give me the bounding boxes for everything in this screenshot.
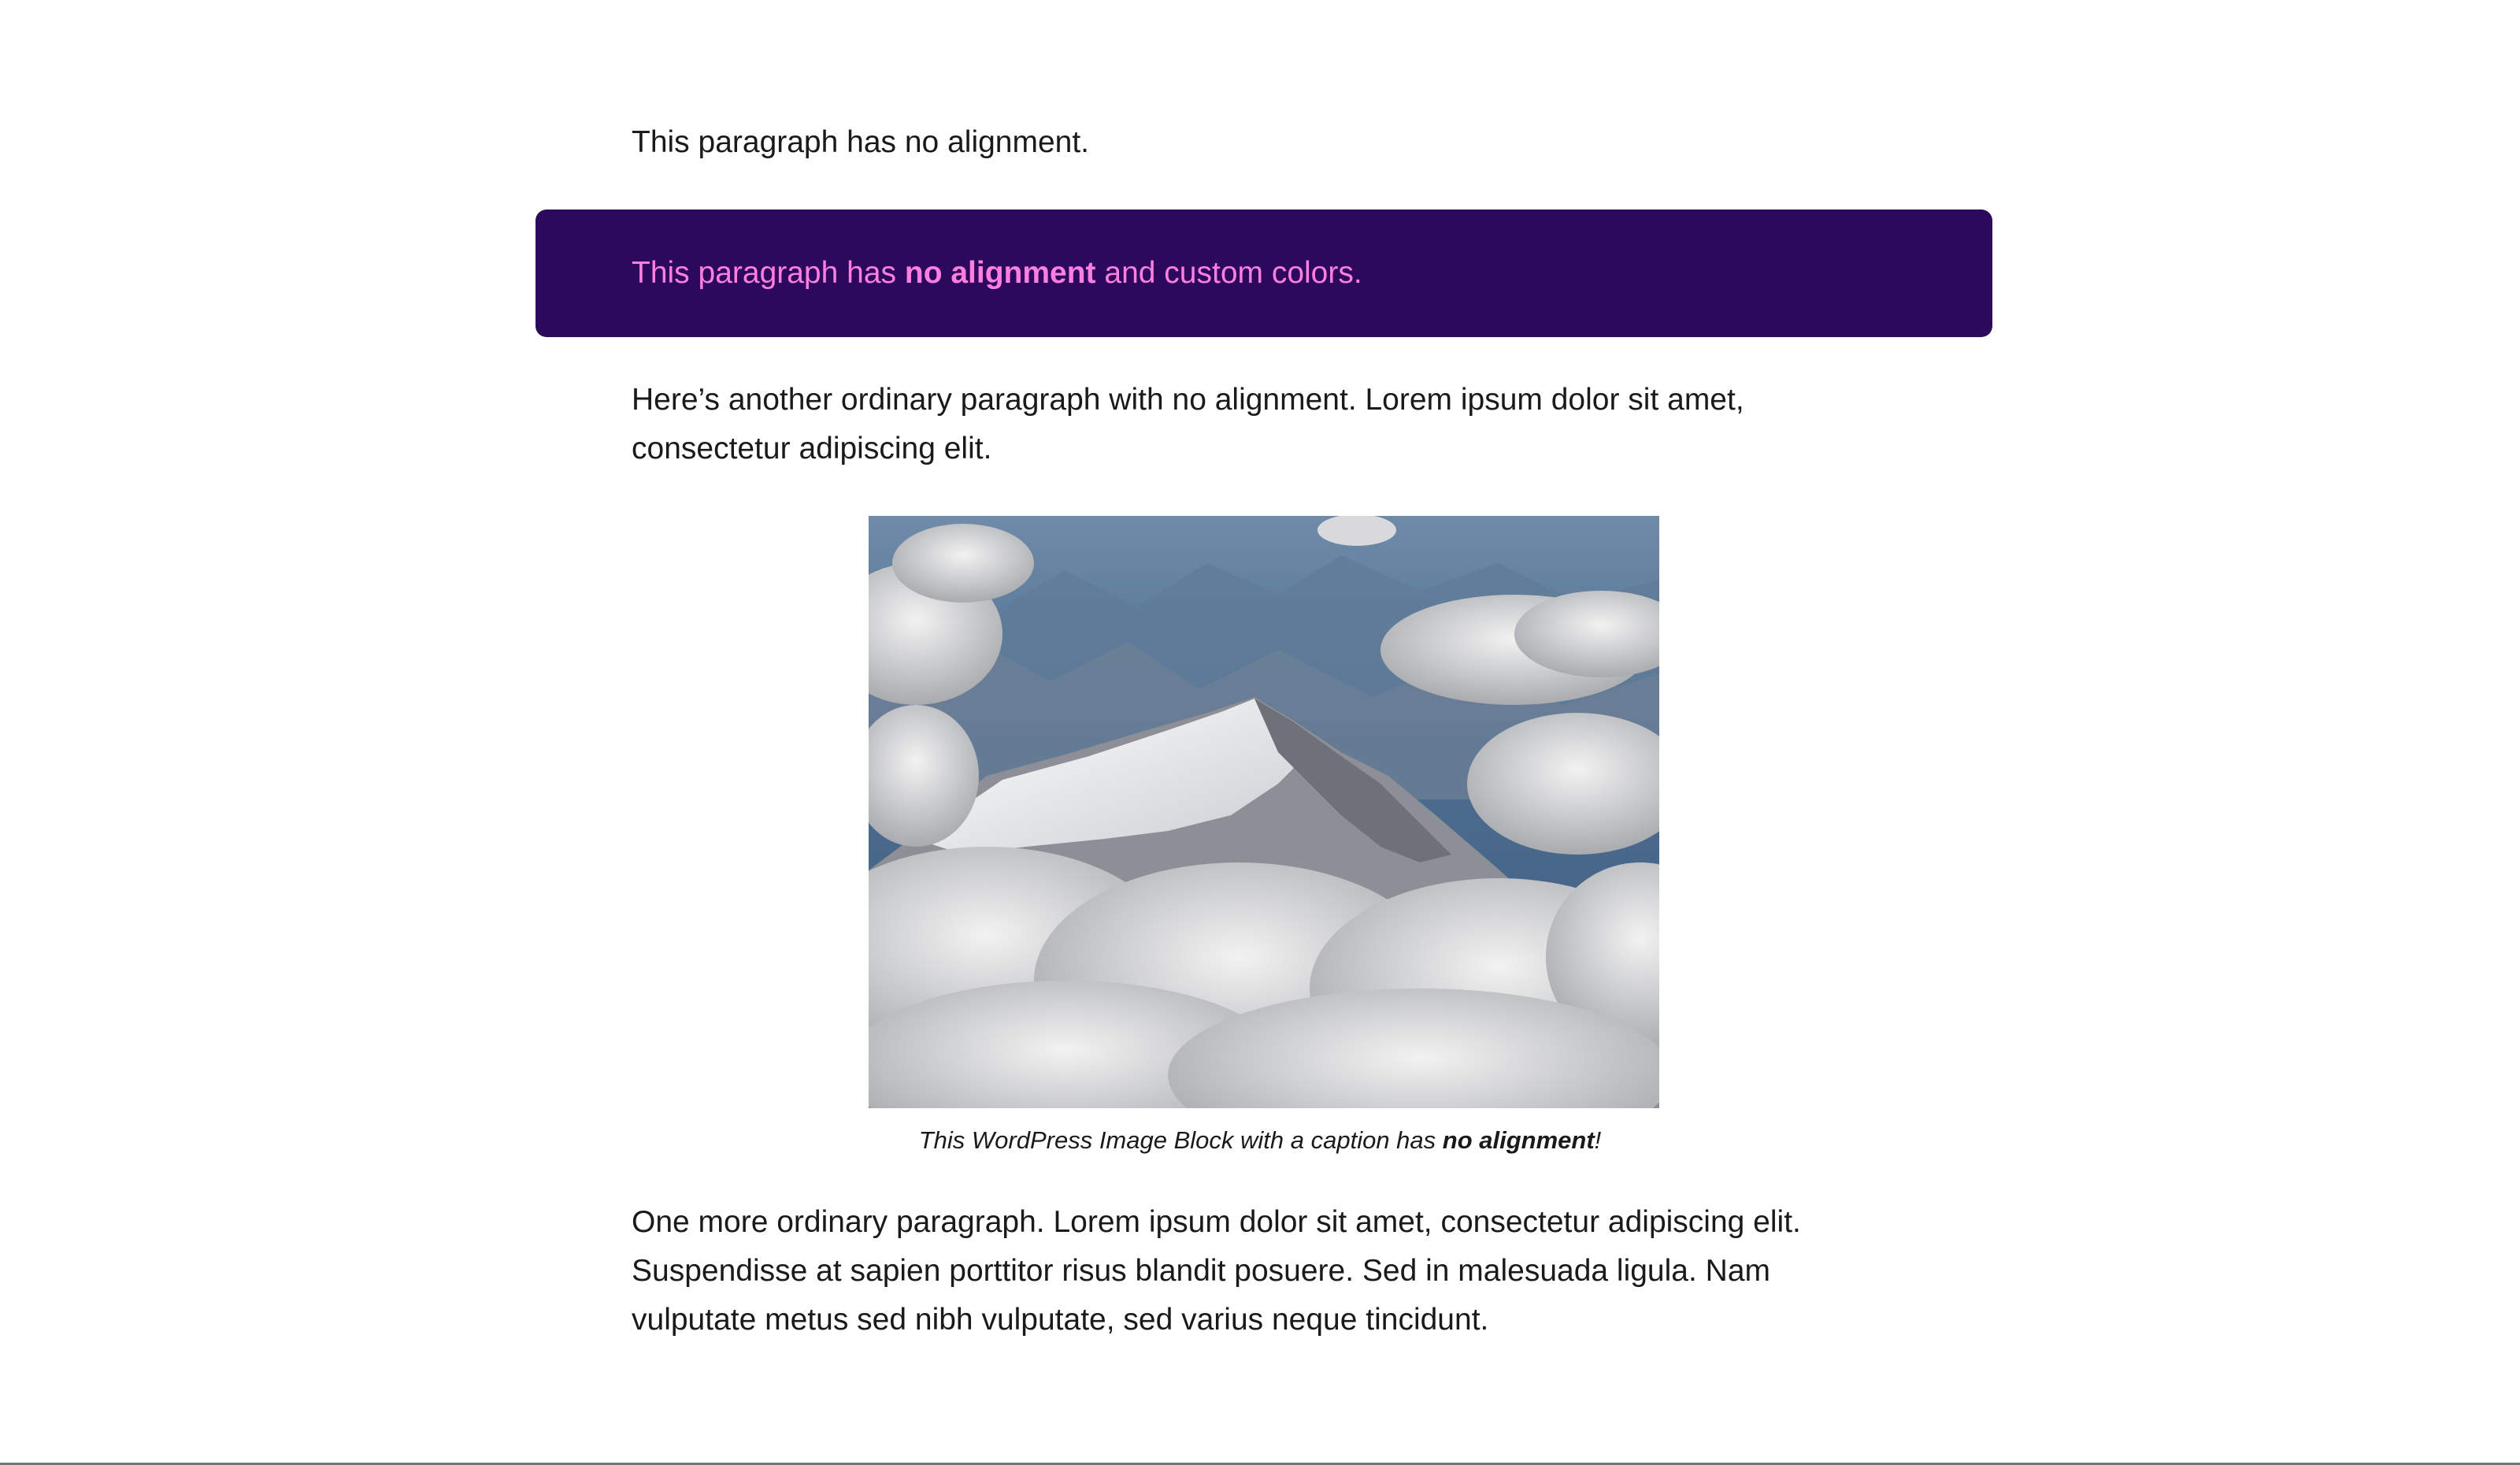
caption-text-after: ! xyxy=(1594,1126,1602,1154)
custom-color-text-after: and custom colors. xyxy=(1095,256,1362,290)
image-caption xyxy=(0,1117,2520,1164)
custom-color-text-bold: no alignment xyxy=(904,256,1096,290)
caption-text-before: This WordPress Image Block with a caption has xyxy=(918,1126,1443,1154)
custom-color-paragraph-block xyxy=(536,210,1992,337)
mountain-clouds-image xyxy=(869,516,1659,1108)
custom-color-paragraph xyxy=(632,249,1362,298)
paragraph-no-alignment: This paragraph has no alignment. xyxy=(632,125,1090,159)
custom-color-text-before: This paragraph has xyxy=(632,256,905,290)
paragraph-ordinary: Here’s another ordinary paragraph with no alignment. Lorem ipsum dolor sit amet, consectetur adipiscing elit. xyxy=(632,383,1744,465)
paragraph-final: One more ordinary paragraph. Lorem ipsum dolor sit amet, consectetur adipiscing elit. Suspendisse at sapien porttitor risus blandit posuere. Sed in malesuada ligula. Nam vulputate metus sed nibh vulputate, sed varius neque tincidunt. xyxy=(632,1205,1801,1337)
image-block xyxy=(869,516,1659,1108)
caption-text-bold: no alignment xyxy=(1442,1126,1595,1154)
